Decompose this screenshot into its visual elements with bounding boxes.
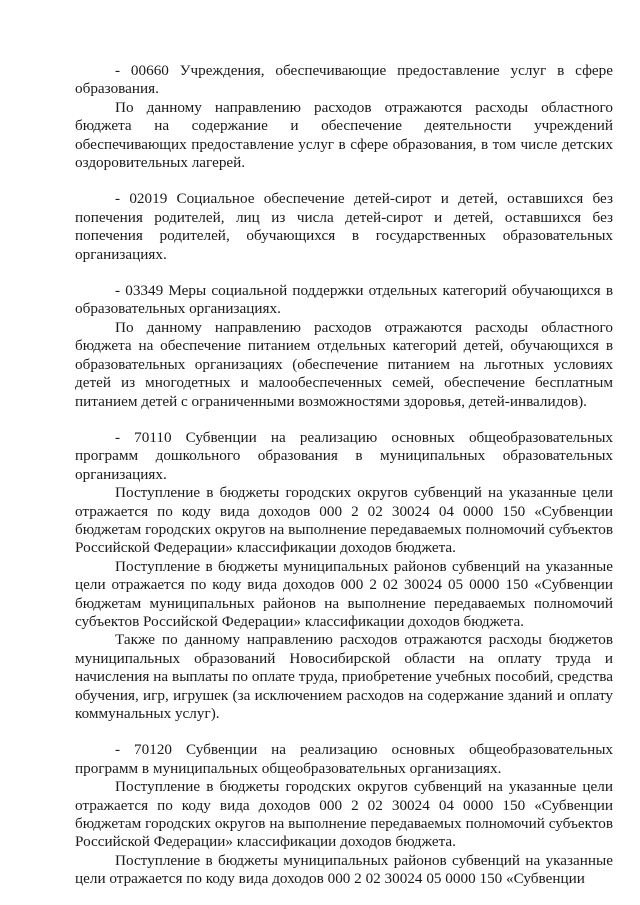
paragraph-70120-urban-districts: Поступление в бюджеты городских округов субвенций на указанные цели отражается по коду вида доходов 000 2 02 30024 04 0000 150 «Субвенции бюджетам городских округов на выполнение передаваемых полномочий субъектов Российской Федерации» классификации доходов бюджета. [75, 778, 613, 851]
paragraph-03349-description: По данному направлению расходов отражаются расходы областного бюджета на обеспечение питанием отдельных категорий детей, обучающихся в образовательных организациях (обеспечение питанием на льготных условиях детей из многодетных и малообеспеченных семей, обеспечение бесплатным питанием детей с ограниченными возможностями здоровья, детей-инвалидов). [75, 318, 613, 410]
paragraph-70110-heading: - 70110 Субвенции на реализацию основных общеобразовательных программ дошкольного образования в муниципальных образовательных организациях. [75, 428, 613, 483]
document-page [75, 62, 613, 889]
paragraph-70110-municipal-districts: Поступление в бюджеты муниципальных районов субвенций на указанные цели отражается по коду вида доходов 000 2 02 30024 05 0000 150 «Субвенции бюджетам муниципальных районов на выполнение передаваемых полномочий субъектов Российской Федерации» классификации доходов бюджета. [75, 557, 613, 630]
paragraph-70120-heading: - 70120 Субвенции на реализацию основных общеобразовательных программ в муниципальных общеобразовательных организациях. [75, 741, 613, 777]
paragraph-00660-heading: - 00660 Учреждения, обеспечивающие предоставление услуг в сфере образования. [75, 62, 613, 98]
paragraph-70110-urban-districts: Поступление в бюджеты городских округов субвенций на указанные цели отражается по коду вида доходов 000 2 02 30024 04 0000 150 «Субвенции бюджетам городских округов на выполнение передаваемых полномочий субъектов Российской Федерации» классификации доходов бюджета. [75, 484, 613, 557]
paragraph-70110-also: Также по данному направлению расходов отражаются расходы бюджетов муниципальных образований Новосибирской области на оплату труда и начисления на выплаты по оплате труда, приобретение учебных пособий, средства обучения, игр, игрушек (за исключением расходов на содержание зданий и оплату коммунальных услуг). [75, 631, 613, 722]
paragraph-03349-heading: - 03349 Меры социальной поддержки отдельных категорий обучающихся в образовательных организациях. [75, 282, 613, 318]
paragraph-02019-heading: - 02019 Социальное обеспечение детей-сирот и детей, оставшихся без попечения родителей, лиц из числа детей-сирот и детей, оставшихся без попечения родителей, обучающихся в государственных образовательных организациях. [75, 190, 613, 263]
paragraph-70120-municipal-districts: Поступление в бюджеты муниципальных районов субвенций на указанные цели отражается по коду вида доходов 000 2 02 30024 05 0000 150 «Субвенции [75, 851, 613, 888]
paragraph-00660-description: По данному направлению расходов отражаются расходы областного бюджета на содержание и обеспечение деятельности учреждений обеспечивающих предоставление услуг в сфере образования, в том числе детских оздоровительных лагерей. [75, 98, 613, 172]
